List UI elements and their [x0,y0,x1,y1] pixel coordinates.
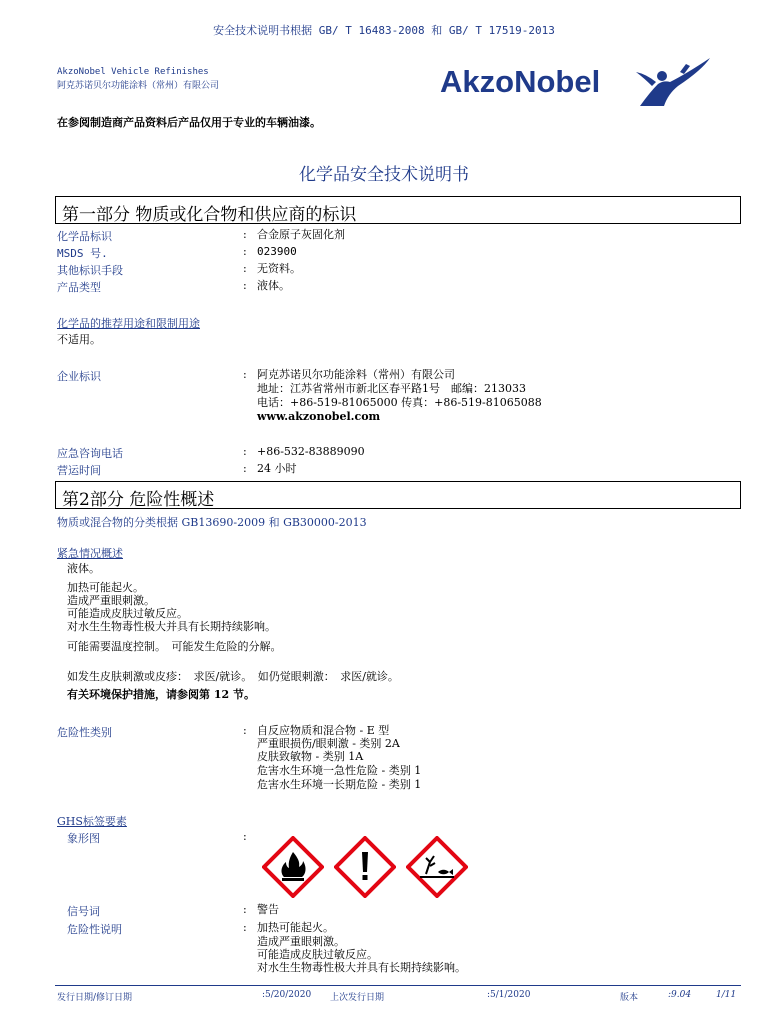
overview-line: 可能需要温度控制。 可能发生危险的分解。 [67,640,282,653]
usage-heading: 化学品的推荐用途和限制用途 [57,317,200,330]
value-signal-word: 警告 [257,903,279,916]
colon: : [243,228,247,241]
footer-version: :9.04 [668,990,692,1000]
classification-basis: 物质或混合物的分类根据 GB13690-2009 和 GB30000-2013 [57,516,367,529]
hazard-class-line: 危害水生环境一急性危险 - 类别 1 [257,764,422,777]
hazard-class-line: 皮肤致敏物 - 类别 1A [257,750,364,763]
hazard-statement-line: 可能造成皮肤过敏反应。 [257,948,378,961]
colon: : [243,262,247,275]
value-emergency-phone: +86-532-83889090 [257,445,365,458]
section-1-title: 第一部分 物质或化合物和供应商的标识 [62,205,357,225]
label-pictogram: 象形图 [67,832,100,845]
label-hazard-statement: 危险性说明 [67,923,122,936]
value-other-id: 无资料。 [257,262,301,275]
hazard-class-line: 自反应物质和混合物 - E 型 [257,724,390,737]
label-product-type: 产品类型 [57,281,101,294]
colon: : [243,462,247,475]
hazard-statement-line: 对水生生物毒性极大并具有长期持续影响。 [257,961,466,974]
hazard-class-line: 危害水生环境一长期危险 - 类别 1 [257,778,422,791]
section-2-title: 第2部分 危险性概述 [62,490,215,510]
flame-icon [262,836,324,898]
footer-version-label: 版本 [620,993,639,1003]
logo-figure-icon [636,58,710,106]
exclamation-icon [334,836,396,898]
section-2-header [55,481,741,509]
label-hours: 营运时间 [57,464,101,477]
company-name-en: AkzoNobel Vehicle Refinishes [57,67,209,77]
colon: : [243,724,247,737]
colon: : [243,903,247,916]
colon: : [243,921,247,934]
hazard-class-line: 严重眼损伤/眼刺激 - 类别 2A [257,737,400,750]
document-title: 化学品安全技术说明书 [299,165,469,185]
colon: : [243,445,247,458]
label-chemical-id: 化学品标识 [57,230,112,243]
value-hours: 24 小时 [257,462,297,475]
overview-line: 液体。 [67,562,100,575]
overview-heading: 紧急情况概述 [57,547,123,560]
overview-line: 可能造成皮肤过敏反应。 [67,607,188,620]
label-company: 企业标识 [57,370,101,383]
colon: : [243,245,247,258]
label-other-id: 其他标识手段 [57,264,123,277]
first-aid-advice: 如发生皮肤刺激或皮疹： 求医/就诊。 如仍觉眼刺激： 求医/就诊。 [67,670,399,683]
footer-divider [55,985,741,986]
value-chemical-id: 合金原子灰固化剂 [257,228,345,241]
value-company-website: www.akzonobel.com [257,410,381,423]
colon: : [243,830,247,843]
footer-prev-date: :5/1/2020 [487,990,531,1000]
hazard-statement-line: 加热可能起火。 [257,921,334,934]
usage-text: 不适用。 [57,333,101,346]
footer-page-number: 1/11 [716,990,737,1000]
footer-prev-label: 上次发行日期 [330,993,385,1003]
colon: : [243,368,247,381]
value-company-name: 阿克苏诺贝尔功能涂料（常州）有限公司 [257,368,455,381]
environment-icon [406,836,468,898]
colon: : [243,279,247,292]
footer-issue-date: :5/20/2020 [262,990,312,1000]
akzonobel-logo [440,52,720,110]
overview-line: 对水生生物毒性极大并具有长期持续影响。 [67,620,276,633]
overview-line: 加热可能起火。 [67,581,144,594]
disclaimer: 在参阅制造商产品资料后产品仅用于专业的车辆油漆。 [57,116,321,129]
logo-text: AkzoNobel [440,64,601,99]
value-company-phone: 电话：+86-519-81065000 传真：+86-519-81065088 [257,396,542,409]
value-company-address: 地址：江苏省常州市新北区春平路1号 邮编：213033 [257,382,526,395]
hazard-statement-line: 造成严重眼刺激。 [257,935,345,948]
footer-issue-label: 发行日期/修订日期 [57,993,133,1003]
label-signal-word: 信号词 [67,905,100,918]
company-name-cn: 阿克苏诺贝尔功能涂料（常州）有限公司 [57,81,220,91]
environment-note: 有关环境保护措施，请参阅第 12 节。 [67,688,255,701]
label-hazard-class: 危险性类别 [57,726,112,739]
label-emergency-phone: 应急咨询电话 [57,447,123,460]
section-1-header [55,196,741,224]
value-product-type: 液体。 [257,279,290,292]
value-msds-no: 023900 [257,245,297,258]
ghs-heading: GHS标签要素 [57,815,127,828]
document-header: 安全技术说明书根据 GB/ T 16483-2008 和 GB/ T 17519-2013 [213,24,555,37]
overview-line: 造成严重眼刺激。 [67,594,155,607]
label-msds-no: MSDS 号. [57,247,108,260]
